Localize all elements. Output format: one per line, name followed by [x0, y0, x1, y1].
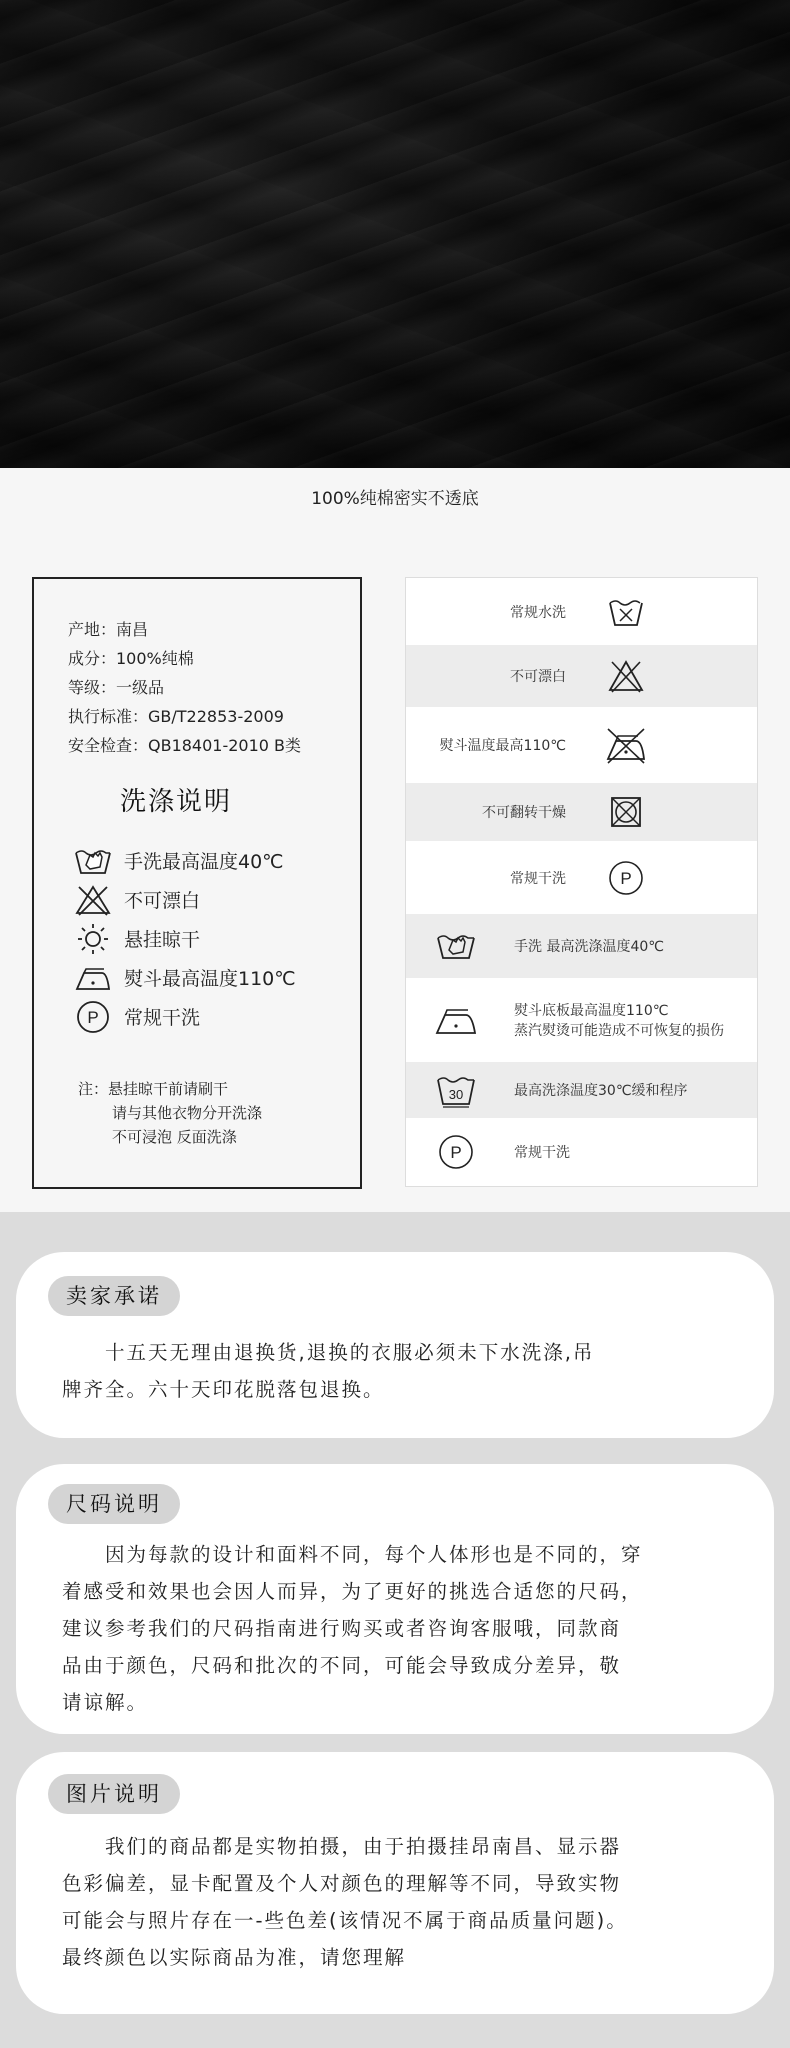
fabric-caption: 100%纯棉密实不透底 [311, 489, 479, 509]
card-line: 请谅解。 [62, 1691, 149, 1714]
care-row [406, 914, 757, 978]
wash-item-label: 常规干洗 [124, 1007, 201, 1029]
dry-clean-p-icon [74, 1000, 112, 1034]
wash-tub-icon [566, 597, 686, 627]
care-row [406, 578, 757, 645]
card-line: 我们的商品都是实物拍摄，由于拍摄挂昂南昌、显示器 [62, 1835, 622, 1858]
card-line: 色彩偏差，显卡配置及个人对颜色的理解等不同，导致实物 [62, 1872, 622, 1895]
iron-icon [74, 961, 112, 995]
care-row [406, 978, 757, 1062]
card-title: 尺码说明 [48, 1484, 180, 1524]
care-row-label: 熨斗底板最高温度110℃ [514, 1003, 669, 1019]
wash-30-icon [406, 1072, 506, 1108]
care-row [406, 1062, 757, 1118]
care-row [406, 645, 757, 707]
wash-item [74, 997, 296, 1036]
wash-item-label: 不可漂白 [124, 890, 201, 912]
care-row [406, 783, 757, 841]
care-symbol-table [405, 577, 758, 1187]
card-line: 品由于颜色，尺码和批次的不同，可能会导致成分差异，敬 [62, 1654, 622, 1677]
care-row [406, 841, 757, 914]
wash-item [74, 841, 296, 880]
no-bleach-icon [566, 659, 686, 693]
no-iron-icon [566, 725, 686, 765]
care-row-label: 熨斗温度最高110℃ [439, 738, 566, 754]
care-row-label: 常规干洗 [514, 1145, 570, 1161]
info-composition: 成分：100%纯棉 [68, 649, 194, 668]
note-line: 不可浸泡 反面洗涤 [112, 1128, 237, 1146]
care-row-text [506, 1000, 724, 1040]
wash-item-label: 悬挂晾干 [124, 929, 201, 951]
svg-text:P: P [87, 1007, 99, 1027]
card-title: 图片说明 [48, 1774, 180, 1814]
info-section [0, 1212, 790, 2048]
product-info [68, 615, 301, 760]
info-grade: 等级：一级品 [68, 678, 165, 697]
note-line: 请与其他衣物分开洗涤 [112, 1104, 263, 1122]
info-standard: 执行标准：GB/T22853-2009 [68, 707, 284, 726]
seller-promise-card [16, 1252, 774, 1438]
care-row [406, 707, 757, 783]
care-row-label: 手洗 最高洗涤温度40℃ [514, 939, 664, 955]
svg-text:P: P [450, 1143, 462, 1162]
wash-item [74, 919, 296, 958]
wash-title: 洗涤说明 [120, 787, 233, 817]
wash-item-label: 手洗最高温度40℃ [124, 851, 284, 873]
hang-dry-icon [74, 922, 112, 956]
card-body [62, 1334, 742, 1408]
care-row-label: 最高洗涤温度30℃缓和程序 [514, 1083, 688, 1099]
card-line: 最终颜色以实际商品为准，请您理解 [62, 1946, 407, 1969]
hand-wash-icon [74, 844, 112, 878]
no-bleach-icon [74, 883, 112, 917]
dry-clean-p-icon [406, 1134, 506, 1170]
care-label-card [32, 577, 362, 1189]
care-row-label: 蒸汽熨烫可能造成不可恢复的损伤 [514, 1023, 724, 1039]
svg-text:P: P [620, 868, 632, 888]
card-line: 建议参考我们的尺码指南进行购买或者咨询客服哦，同款商 [62, 1617, 622, 1640]
card-title: 卖家承诺 [48, 1276, 180, 1316]
care-row-label: 常规干洗 [510, 870, 566, 887]
iron-icon [406, 1003, 506, 1037]
wash-note [78, 1077, 262, 1149]
wash-item [74, 880, 296, 919]
care-row [406, 1118, 757, 1186]
photo-note-card [16, 1752, 774, 2014]
card-line: 十五天无理由退换货,退换的衣服必须未下水洗涤,吊 [62, 1341, 595, 1364]
wash-item-label: 熨斗最高温度110℃ [124, 968, 296, 990]
note-line: 注：悬挂晾干前请刷干 [78, 1080, 229, 1098]
size-note-card [16, 1464, 774, 1734]
care-row-label: 常规水洗 [510, 604, 566, 621]
wash-instructions [74, 841, 296, 1036]
card-body [62, 1828, 742, 1976]
svg-text:30: 30 [448, 1087, 464, 1102]
wash-item [74, 958, 296, 997]
card-line: 牌齐全。六十天印花脱落包退换。 [62, 1378, 385, 1401]
card-line: 因为每款的设计和面料不同，每个人体形也是不同的，穿 [62, 1543, 643, 1566]
info-origin: 产地：南昌 [68, 620, 149, 639]
fabric-photo [0, 0, 790, 468]
dry-clean-p-icon [566, 860, 686, 896]
care-row-label: 不可漂白 [510, 669, 566, 685]
hand-wash-icon [406, 930, 506, 962]
no-tumble-dry-icon [566, 795, 686, 829]
info-safety: 安全检查：QB18401-2010 B类 [68, 736, 302, 755]
card-line: 可能会与照片存在一-些色差(该情况不属于商品质量问题)。 [62, 1909, 628, 1932]
card-body [62, 1536, 742, 1721]
card-line: 着感受和效果也会因人而异，为了更好的挑选合适您的尺码， [62, 1580, 643, 1603]
care-row-label: 不可翻转干燥 [482, 805, 566, 821]
